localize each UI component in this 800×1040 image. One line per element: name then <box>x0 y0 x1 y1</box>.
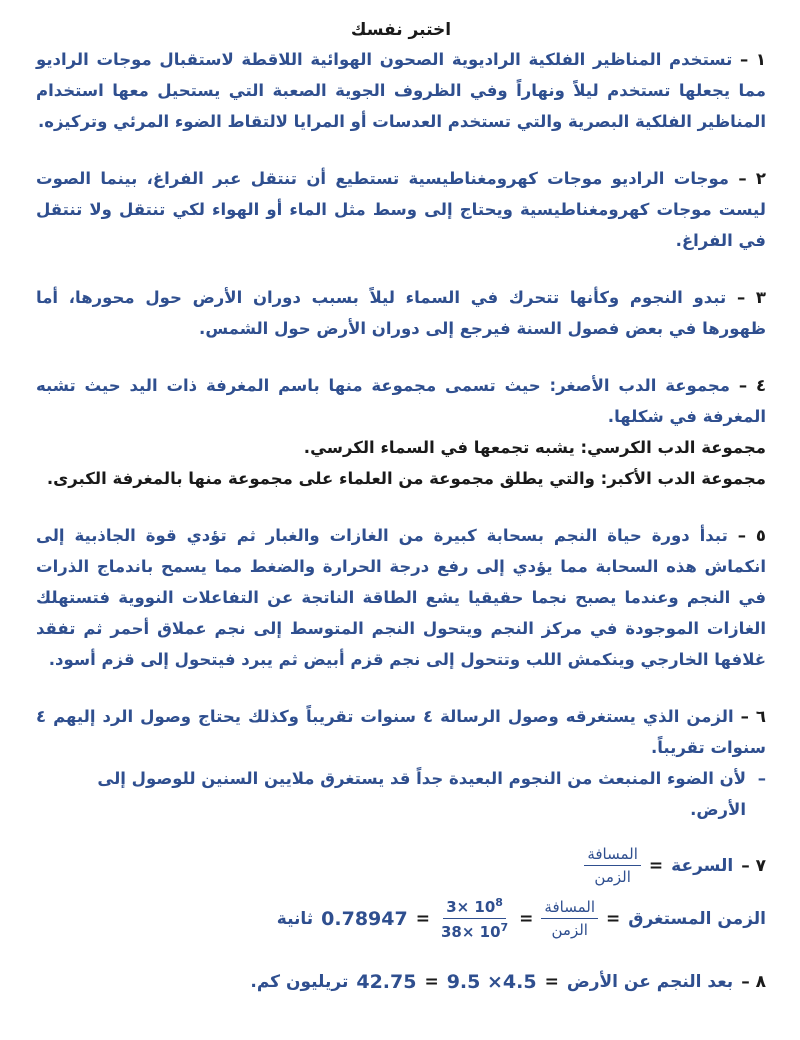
fraction-numerator: المسافة <box>541 898 598 919</box>
equals-sign: = <box>519 908 534 929</box>
time-label: الزمن المستغرق <box>628 908 766 929</box>
answer-8 <box>36 971 766 993</box>
equals-sign: = <box>424 972 439 992</box>
distance-result: 42.75 <box>356 971 417 993</box>
equals-sign: = <box>648 855 664 876</box>
distance-expression: 9.5 ×4.5 <box>446 971 537 993</box>
answer-5-number: ٥ – <box>737 526 766 545</box>
fraction-denominator: الزمن <box>594 868 631 886</box>
answer-7-formula <box>36 845 766 886</box>
answer-6-number: ٦ – <box>740 707 766 726</box>
page-title: اختبر نفسك <box>350 20 452 40</box>
speed-label: السرعة <box>671 855 734 876</box>
answer-6-bullet-text: لأن الضوء المنبعث من النجوم البعيدة جداً قد يستغرق ملايين السنين للوصول إلى الأرض. <box>97 769 746 819</box>
bullet-dash: – <box>757 769 766 788</box>
fraction-numerator: المسافة <box>584 845 641 866</box>
answer-7-calculation <box>36 896 766 941</box>
answer-2 <box>36 163 766 256</box>
answer-2-number: ٢ – <box>738 169 766 188</box>
distance-over-time-fraction <box>541 898 598 939</box>
distance-unit: تريليون كم. <box>250 972 349 992</box>
answer-4-line1: مجموعة الدب الأصغر: حيث تسمى مجموعة منها باسم المغرفة ذات اليد حيث تشبه المغرفة في شكلها. <box>36 376 766 426</box>
answer-1-text: تستخدم المناظير الفلكية الراديوية الصحون الهوائية اللاقطة لاستقبال موجات الراديو مما يجعلها تستخدم ليلاً ونهاراً وفي الظروف الجوية الصعبة التي يستحيل معها استخدام المناظير الفلكية البصرية والتي تستخدم العدسات أو المرايا لالتقاط الضوء المرئي وتركيزه. <box>36 50 766 131</box>
answer-2-text: موجات الراديو موجات كهرومغناطيسية تستطيع أن تنتقل عبر الفراغ، بينما الصوت ليست موجات كهرومغناطيسية ويحتاج إلى وسط مثل الماء أو الهواء لكي تنتقل ولا تنتقل في الفراغ. <box>36 169 766 250</box>
answer-6-text: الزمن الذي يستغرقه وصول الرسالة ٤ سنوات تقريباً وكذلك يحتاج وصول الرد إليهم ٤ سنوات تقريباً. <box>36 707 766 757</box>
distance-over-time-fraction <box>584 845 641 886</box>
answer-4-line3: مجموعة الدب الأكبر: والتي يطلق مجموعة من العلماء على مجموعة منها بالمغرفة الكبرى. <box>46 469 766 488</box>
answer-3-number: ٣ – <box>736 288 766 307</box>
answer-8-number: ٨ – <box>741 972 766 992</box>
equals-sign: = <box>415 908 430 929</box>
distance-label: بعد النجم عن الأرض <box>566 972 734 992</box>
answer-4 <box>36 370 766 432</box>
answer-5 <box>36 520 766 675</box>
numeric-fraction <box>438 896 511 941</box>
answer-1 <box>36 44 766 137</box>
answer-3-text: تبدو النجوم وكأنها تتحرك في السماء ليلاً بسبب دوران الأرض حول محورها، أما ظهورها في بعض فصول السنة فيرجع إلى دوران الأرض حول الشمس. <box>36 288 766 338</box>
answer-3 <box>36 282 766 344</box>
time-unit: ثانية <box>276 908 314 929</box>
numeric-denominator: $38\times 10^7$ <box>440 921 509 941</box>
answer-4-number: ٤ – <box>738 376 767 395</box>
answer-7-number: ٧ – <box>741 855 766 876</box>
answer-4-line2: مجموعة الدب الكرسي: يشبه تجمعها في السماء الكرسي. <box>303 438 766 457</box>
equals-sign: = <box>544 972 559 992</box>
answer-5-text: تبدأ دورة حياة النجم بسحابة كبيرة من الغازات والغبار ثم تؤدي قوة الجاذبية إلى انكماش هذه السحابة مما يؤدي إلى رفع درجة الحرارة والضغط مما يسمح باندماج الذرات في النجم وعندما يصبح نجما حقيقيا يشع الطاقة الناتجة عن التفاعلات النووية فتستهلك الغازات الموجودة في مركز النجم ويتحول النجم المتوسط إلى نجم عملاق أحمر ثم تفقد غلافها الخارجي وينكمش اللب وتتحول إلى نجم قزم أبيض ثم يبرد فيتحول إلى قزم أسود. <box>36 526 766 669</box>
numeric-numerator: $3\times 10^8$ <box>443 896 506 919</box>
fraction-denominator: الزمن <box>551 921 588 939</box>
answer-6 <box>36 701 766 763</box>
answer-6-bullet <box>36 763 766 825</box>
answer-1-number: ١ – <box>739 50 766 69</box>
equals-sign: = <box>606 908 621 929</box>
time-result: 0.78947 <box>321 907 408 930</box>
